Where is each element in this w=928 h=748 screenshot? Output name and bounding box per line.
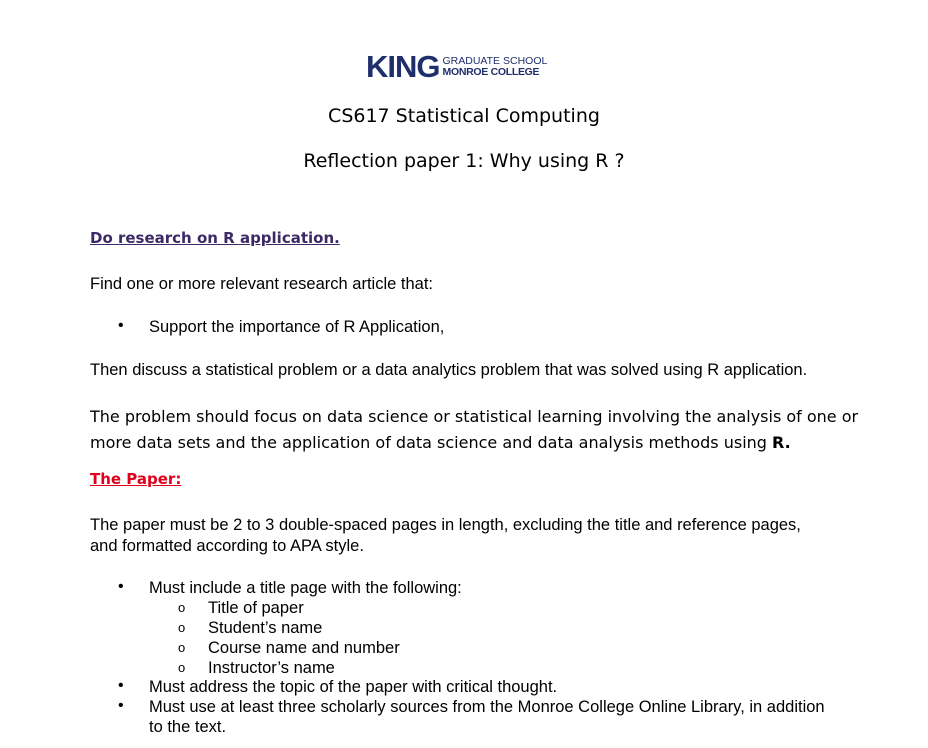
sub-item-course: Course name and number: [208, 639, 400, 657]
discuss-text: Then discuss a statistical problem or a data analytics problem that was solved using R application.: [90, 361, 808, 379]
importance-bullet: Support the importance of R Application,: [149, 318, 445, 336]
paper-para-line1: The paper must be 2 to 3 double-spaced pages in length, excluding the title and reference pages,: [90, 516, 801, 534]
bullet-glyph: •: [118, 697, 124, 714]
college-logo: [366, 49, 548, 84]
focus-text-line1: The problem should focus on data science or statistical learning involving the analysis of one or: [90, 407, 859, 426]
logo-subtext: [443, 56, 548, 78]
logo-line1: GRADUATE SCHOOL: [442, 55, 548, 67]
logo-main-text: KING: [366, 49, 440, 84]
sub-item-student: Student’s name: [208, 619, 323, 637]
sub-bullet-glyph: o: [178, 620, 186, 635]
focus-text-line2: [90, 432, 791, 454]
sources-bullet-line2: to the text.: [149, 718, 227, 736]
bullet-glyph: •: [118, 578, 124, 595]
paper-heading: The Paper:: [90, 470, 182, 488]
sources-bullet-line1: Must use at least three scholarly sources from the Monroe College Online Library, in addition: [149, 698, 825, 716]
intro-text: Find one or more relevant research article that:: [90, 275, 433, 293]
logo-line2: MONROE COLLEGE: [442, 66, 540, 78]
sub-item-instructor: Instructor’s name: [208, 659, 335, 677]
research-heading: Do research on R application.: [90, 229, 340, 247]
sub-bullet-glyph: o: [178, 660, 186, 675]
sub-bullet-glyph: o: [178, 600, 186, 615]
critical-thought-bullet: Must address the topic of the paper with critical thought.: [149, 678, 558, 696]
focus-text-bold: R.: [772, 433, 791, 452]
paper-title: Reflection paper 1: Why using R ?: [303, 150, 625, 172]
title-page-bullet: Must include a title page with the following:: [149, 579, 462, 597]
paper-para-line2: and formatted according to APA style.: [90, 537, 364, 555]
course-title: CS617 Statistical Computing: [328, 105, 600, 127]
focus-text-plain: more data sets and the application of data science and data analysis methods using: [90, 433, 773, 452]
bullet-glyph: •: [118, 317, 124, 334]
bullet-glyph: •: [118, 677, 124, 694]
sub-item-title: Title of paper: [208, 599, 304, 617]
sub-bullet-glyph: o: [178, 640, 186, 655]
